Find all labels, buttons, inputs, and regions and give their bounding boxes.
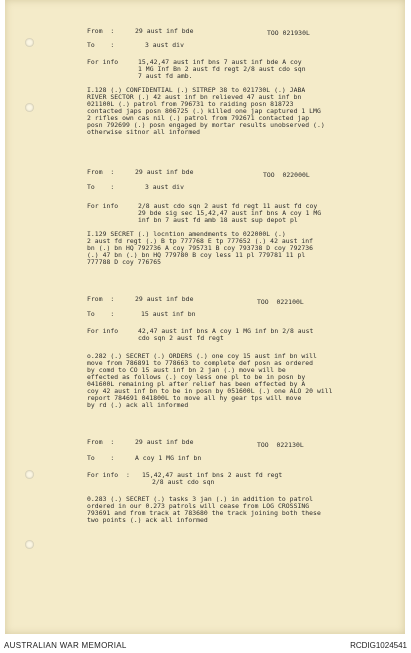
body-line: ordered in our 0.273 patrols will cease from LOG CROSSING: [87, 502, 310, 510]
from-label: From :: [87, 295, 115, 303]
from-label: From :: [87, 168, 115, 176]
punch-hole: [25, 540, 34, 549]
info-label: For info: [87, 327, 119, 335]
body-line: otherwise sitnor all informed: [87, 128, 201, 136]
body-line: 2 aust fd regt (.) B tp 777768 E tp 777652 (.) 42 aust inf: [87, 237, 314, 245]
body-line: contacted japs posn 806725 (.) killed one jap captured 1 LMG: [87, 107, 321, 115]
body-line: (.) 47 bn (.) bn HQ 779780 B coy less 11 pl 779781 11 pl: [87, 251, 306, 259]
body-line: effected as follows (.) coy less one pl to be in posn by: [87, 373, 306, 381]
body-line: 777788 D coy 776765: [87, 258, 162, 266]
too-value: TOO 022130L: [257, 441, 304, 449]
body-line: report 784691 041800L to move all hy gear tps will move: [87, 394, 302, 402]
info-label: For info :: [87, 471, 130, 479]
body-line: I.128 (.) CONFIDENTIAL (.) SITREP 38 to 021730L (.) JABA: [87, 86, 306, 94]
body-line: by comd to CO 15 aust inf bn 2 jan (.) move will be: [87, 366, 286, 374]
punch-hole: [25, 38, 34, 47]
info-line: cdo sqn 2 aust fd regt: [138, 334, 224, 342]
record-id: RCDIG1024541: [350, 641, 407, 650]
to-value: 3 aust div: [145, 183, 184, 191]
to-value: A coy 1 MG inf bn: [135, 454, 202, 462]
info-label: For info: [87, 202, 119, 210]
info-line: 15,42,47 aust inf bns 7 aust inf bde A coy: [138, 58, 302, 66]
info-line: 29 bde sig sec 15,42,47 aust inf bns A coy 1 MG: [138, 209, 322, 217]
to-value: 3 aust div: [145, 41, 184, 49]
info-line: inf bn 7 aust fd amb 18 aust sup depot pl: [138, 216, 298, 224]
info-line: 2/8 aust cdo sqn 2 aust fd regt 11 aust fd coy: [138, 202, 318, 210]
info-label: For info: [87, 58, 119, 66]
to-label: To :: [87, 310, 115, 318]
body-line: bn (.) bn HQ 792736 A coy 795731 B coy 793738 D coy 792736: [87, 244, 314, 252]
too-value: TOO 021930L: [267, 29, 310, 37]
to-label: To :: [87, 41, 115, 49]
archive-name: AUSTRALIAN WAR MEMORIAL: [4, 641, 127, 650]
to-label: To :: [87, 183, 115, 191]
info-line: 15,42,47 aust inf bns 2 aust fd regt: [142, 471, 283, 479]
too-value: TOO 022000L: [263, 171, 310, 179]
info-line: 1 MG Inf Bn 2 aust fd regt 2/8 aust cdo sqn: [138, 65, 306, 73]
body-line: 0.283 (.) SECRET (.) tasks 3 jan (.) in addition to patrol: [87, 495, 314, 503]
from-value: 29 aust inf bde: [135, 27, 194, 35]
body-line: posn 792699 (.) posn engaged by mortar results unobserved (.): [87, 121, 325, 129]
info-line: 7 aust fd amb.: [138, 72, 193, 80]
body-line: coy 42 aust inf bn to be in posn by 051600L (.) one ALO 20 will: [87, 387, 333, 395]
to-label: To :: [87, 454, 115, 462]
info-line: 42,47 aust inf bns A coy 1 MG inf bn 2/8 aust: [138, 327, 314, 335]
punch-hole: [25, 470, 34, 479]
body-line: 2 rifles own cas nil (.) patrol from 792671 contacted jap: [87, 114, 310, 122]
archive-footer: [0, 638, 411, 653]
to-value: 15 aust inf bn: [141, 310, 196, 318]
from-value: 29 aust inf bde: [135, 438, 194, 446]
body-line: 021100L (.) patrol from 796731 to raiding posn 818723: [87, 100, 294, 108]
from-value: 29 aust inf bde: [135, 295, 194, 303]
body-line: o.282 (.) SECRET (.) ORDERS (.) one coy 15 aust inf bn will: [87, 352, 317, 360]
body-line: 041600L remaining pl after relief has been effected by A: [87, 380, 306, 388]
info-line: 2/8 aust cdo sqn: [152, 478, 215, 486]
body-line: 793691 and from track at 783680 the track joining both these: [87, 509, 321, 517]
body-line: by rd (.) ack all informed: [87, 401, 189, 409]
from-label: From :: [87, 438, 115, 446]
body-line: RIVER SECTOR (.) 42 aust inf bn relieved 47 aust inf bn: [87, 93, 302, 101]
from-value: 29 aust inf bde: [135, 168, 194, 176]
body-line: move from 786891 to 778663 to complete def posn as ordered: [87, 359, 314, 367]
document-page: [5, 0, 405, 634]
body-line: two points (.) ack all informed: [87, 516, 208, 524]
from-label: From :: [87, 27, 115, 35]
body-line: I.129 SECRET (.) locntion amendments to 022000L (.): [87, 230, 286, 238]
too-value: TOO 022100L: [257, 298, 304, 306]
punch-hole: [25, 103, 34, 112]
